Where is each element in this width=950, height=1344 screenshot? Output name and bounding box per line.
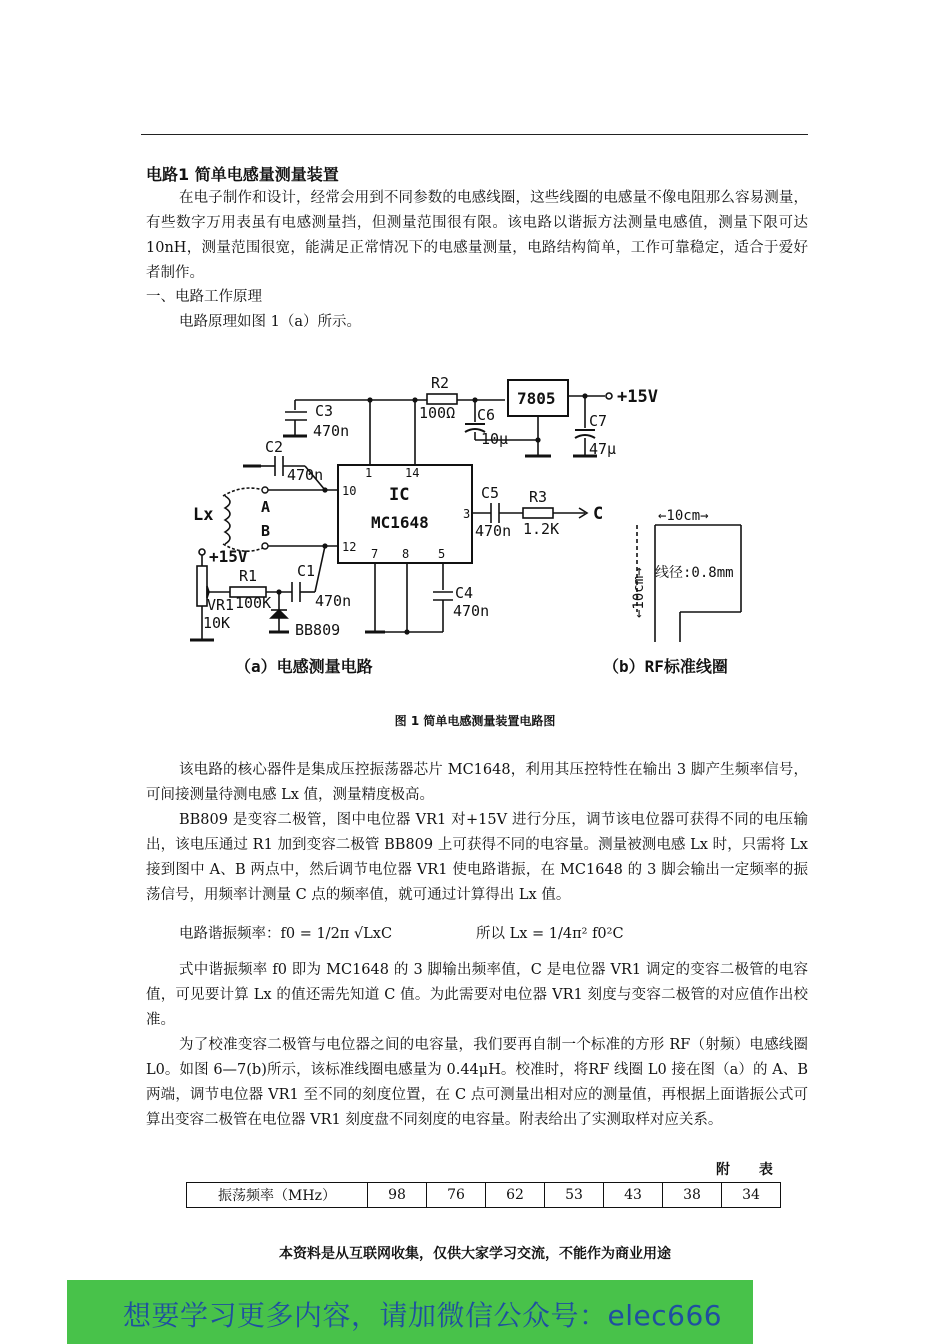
label-c2-value: 470n (287, 466, 324, 484)
label-vr1: VR1 (207, 596, 235, 614)
label-c1-value: 470n (315, 592, 352, 610)
label-r1: R1 (239, 567, 258, 585)
table-cell: 98 (368, 1183, 427, 1208)
label-pin1: 1 (365, 466, 373, 480)
table-cell: 43 (604, 1183, 663, 1208)
label-c2: C2 (265, 438, 284, 456)
table-cell: 76 (427, 1183, 486, 1208)
label-r2: R2 (431, 374, 450, 392)
formula-lx: 所以 Lx = 1/4π² f0²C (476, 926, 624, 942)
label-r1-value: 100K (235, 594, 272, 612)
label-r3: R3 (529, 488, 548, 506)
table-row (187, 1183, 781, 1208)
table-cell: 34 (722, 1183, 781, 1208)
table-caption: 附 表 (716, 1162, 785, 1178)
section-heading: 一、电路工作原理 (146, 289, 262, 305)
label-c6: C6 (477, 406, 496, 424)
label-pin8: 8 (402, 547, 410, 561)
header-rule (141, 134, 808, 135)
table-cell: 53 (545, 1183, 604, 1208)
label-pin5: 5 (438, 547, 446, 561)
circuit-diagram (185, 360, 765, 690)
label-c5-value: 470n (475, 522, 512, 540)
paragraph-bb809: BB809 是变容二极管，图中电位器 VR1 对+15V 进行分压，调节该电位器可获得不同的电压输出，该电压通过 R1 加到变容二极管 BB809 上可获得不同的电容量。测量被测电感 Lx 时，只需将 Lx 接到图中 A、B 两点中，然后调节电位器 VR1 使电路谐振，在 MC1648 的 3 脚会输出一定频率的振荡信号，用频率计测量 C 点的频率值，就可通过计算得出 Lx 值。 (146, 812, 808, 903)
paragraph-core-device: 该电路的核心器件是集成压控振荡器芯片 MC1648，利用其压控特性在输出 3 脚产生频率信号，可间接测量待测电感 Lx 值，测量精度极高。 (146, 762, 808, 803)
label-bb809: BB809 (295, 621, 341, 639)
label-pin10: 10 (342, 484, 357, 498)
label-pin3: 3 (463, 507, 471, 521)
paragraph-calibration-need: 式中谐振频率 f0 即为 MC1648 的 3 脚输出频率值，C 是电位器 VR1 调定的变容二极管的电容值，可见要计算 Lx 的值还需先知道 C 值。为此需要对电位器 VR1 刻度与变容二极管的对应值作出校准。 (146, 962, 808, 1028)
intro-paragraph: 在电子制作和设计，经常会用到不同参数的电感线圈，这些线圈的电感量不像电阻那么容易测量，有些数字万用表虽有电感测量挡，但测量范围很有限。该电路以谐振方法测量电感值，测量下限可达 10nH，测量范围很宽，能满足正常情况下的电感量测量，电路结构简单，工作可靠稳定，适合于爱好者制作。 (146, 190, 808, 281)
table-cell: 62 (486, 1183, 545, 1208)
label-lx: Lx (193, 505, 214, 525)
label-a: A (261, 498, 271, 516)
label-b: B (261, 522, 271, 540)
promo-banner (67, 1280, 753, 1344)
footer-note: 本资料是从互联网收集，仅供大家学习交流，不能作为商业用途 (279, 1246, 671, 1262)
label-dim-vertical: ←10cm→ (631, 567, 647, 618)
label-plus15-left: +15V (209, 547, 248, 566)
label-c-point: C (593, 504, 604, 524)
label-r3-value: 1.2K (523, 520, 560, 538)
label-7805: 7805 (517, 389, 556, 408)
frequency-table (186, 1182, 781, 1208)
figure-caption: 图 1 简单电感测量装置电路图 (394, 714, 556, 728)
label-c3-value: 470n (313, 422, 350, 440)
label-plus15-top: +15V (617, 387, 658, 407)
label-c4: C4 (455, 584, 474, 602)
label-c4-value: 470n (453, 602, 490, 620)
label-c6-value: 10μ (481, 430, 509, 448)
label-pin12: 12 (342, 540, 357, 554)
table-header-cell: 振荡频率（MHz） (187, 1183, 368, 1208)
caption-a: （a）电感测量电路 (235, 657, 373, 676)
label-c5: C5 (481, 484, 500, 502)
figure-reference: 电路原理如图 1（a）所示。 (179, 314, 361, 330)
label-mc1648: MC1648 (371, 513, 429, 532)
label-r2-value: 100Ω (419, 404, 456, 422)
promo-banner-text: 想要学习更多内容，请加微信公众号：elec666 (123, 1299, 723, 1332)
label-wire-gauge: 线径:0.8mm (655, 565, 734, 581)
label-c1: C1 (297, 562, 316, 580)
label-c3: C3 (315, 402, 334, 420)
label-c7: C7 (589, 412, 608, 430)
paragraph-calibration-method: 为了校准变容二极管与电位器之间的电容量，我们要再自制一个标准的方形 RF（射频）电感线圈 L0。如图 6—7(b)所示，该标准线圈电感量为 0.44μH。校准时，将RF 线圈 L0 接在图（a）的 A、B 两端，调节电位器 VR1 至不同的刻度位置，在 C 点可测量出相对应的测量值，再根据上面谐振公式可算出变容二极管在电位器 VR1 刻度盘不同刻度的电容量。附表给出了实测取样对应关系。 (146, 1037, 808, 1128)
label-dim-horizontal: ←10cm→ (658, 508, 709, 524)
label-c7-value: 47μ (589, 440, 617, 458)
table-cell: 38 (663, 1183, 722, 1208)
formula-resonance: 电路谐振频率：f0 = 1/2π √LxC (179, 926, 393, 942)
label-vr1-value: 10K (203, 614, 231, 632)
caption-b: （b）RF标准线圈 (603, 657, 728, 676)
label-pin7: 7 (371, 547, 379, 561)
section-title: 电路1 简单电感量测量装置 (146, 165, 339, 184)
label-ic: IC (389, 485, 410, 505)
label-pin14: 14 (405, 466, 420, 480)
